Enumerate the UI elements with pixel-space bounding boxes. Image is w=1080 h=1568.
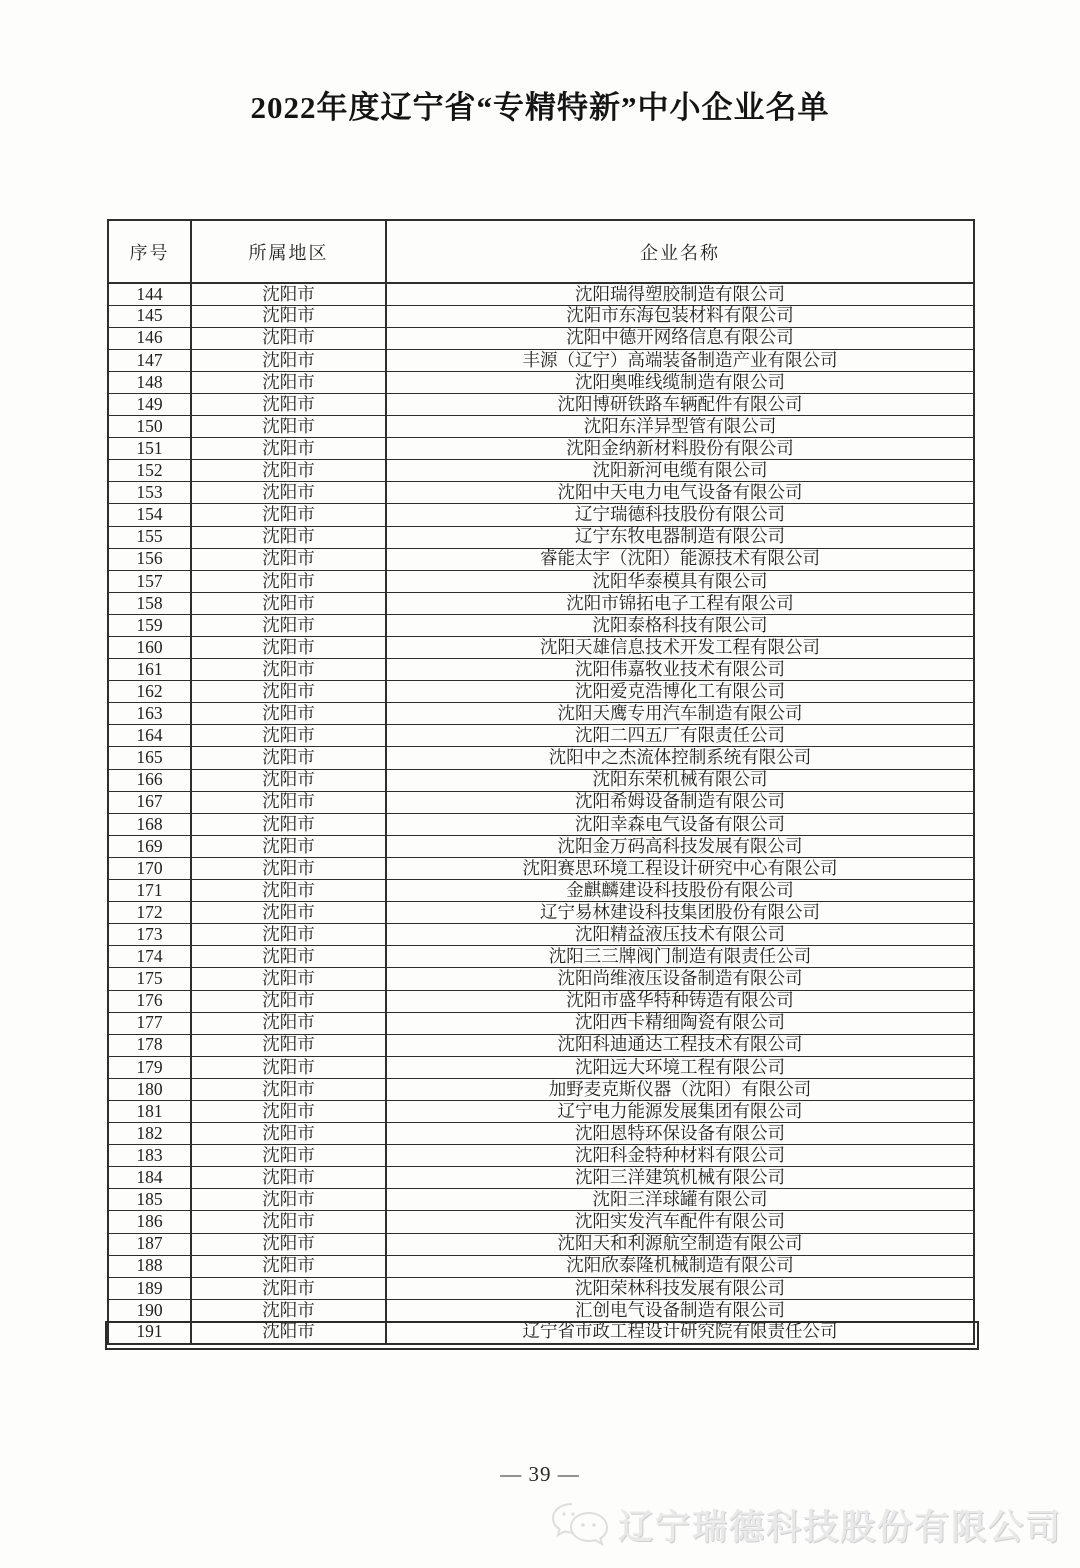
page-title: 2022年度辽宁省“专精特新”中小企业名单 xyxy=(250,90,830,125)
cell-index: 174 xyxy=(108,946,191,968)
cell-company: 沈阳市东海包装材料有限公司 xyxy=(386,305,974,327)
table-row xyxy=(108,349,974,371)
cell-company: 沈阳欣泰隆机械制造有限公司 xyxy=(386,1255,974,1277)
table-row xyxy=(108,371,974,393)
cell-company: 汇创电气设备制造有限公司 xyxy=(386,1299,974,1321)
cell-company: 沈阳泰格科技有限公司 xyxy=(386,614,974,636)
cell-company: 沈阳中之杰流体控制系统有限公司 xyxy=(386,747,974,769)
table-row xyxy=(108,924,974,946)
cell-index: 159 xyxy=(108,614,191,636)
cell-company: 沈阳新河电缆有限公司 xyxy=(386,460,974,482)
table-row xyxy=(108,681,974,703)
table-row xyxy=(108,1145,974,1167)
page-number: — 39 — xyxy=(500,1462,580,1486)
cell-company: 沈阳荣林科技发展有限公司 xyxy=(386,1277,974,1299)
cell-index: 183 xyxy=(108,1145,191,1167)
chat-bubbles-icon xyxy=(548,1500,610,1550)
cell-region: 沈阳市 xyxy=(191,835,386,857)
cell-region: 沈阳市 xyxy=(191,504,386,526)
cell-index: 173 xyxy=(108,924,191,946)
cell-region: 沈阳市 xyxy=(191,526,386,548)
cell-region: 沈阳市 xyxy=(191,1034,386,1056)
cell-region: 沈阳市 xyxy=(191,681,386,703)
cell-company: 沈阳三洋建筑机械有限公司 xyxy=(386,1167,974,1189)
cell-company: 沈阳天和利源航空制造有限公司 xyxy=(386,1233,974,1255)
cell-index: 179 xyxy=(108,1056,191,1078)
cell-region: 沈阳市 xyxy=(191,769,386,791)
table-row xyxy=(108,1056,974,1078)
table-row xyxy=(108,1100,974,1122)
table-row xyxy=(108,1189,974,1211)
table-row xyxy=(108,614,974,636)
cell-region: 沈阳市 xyxy=(191,813,386,835)
cell-company: 沈阳奥唯线缆制造有限公司 xyxy=(386,371,974,393)
cell-region: 沈阳市 xyxy=(191,570,386,592)
table-row xyxy=(108,1321,974,1343)
cell-region: 沈阳市 xyxy=(191,1167,386,1189)
cell-region: 沈阳市 xyxy=(191,637,386,659)
table-row xyxy=(108,1012,974,1034)
cell-company: 沈阳中天电力电气设备有限公司 xyxy=(386,482,974,504)
cell-index: 148 xyxy=(108,371,191,393)
cell-company: 睿能太宇（沈阳）能源技术有限公司 xyxy=(386,548,974,570)
cell-index: 161 xyxy=(108,659,191,681)
table-row xyxy=(108,637,974,659)
cell-index: 150 xyxy=(108,416,191,438)
cell-index: 156 xyxy=(108,548,191,570)
cell-company: 沈阳金纳新材料股份有限公司 xyxy=(386,438,974,460)
cell-index: 181 xyxy=(108,1100,191,1122)
table-row xyxy=(108,968,974,990)
table-row xyxy=(108,393,974,415)
table-row xyxy=(108,526,974,548)
cell-region: 沈阳市 xyxy=(191,1321,386,1343)
cell-region: 沈阳市 xyxy=(191,1277,386,1299)
cell-company: 沈阳二四五厂有限责任公司 xyxy=(386,725,974,747)
table-row xyxy=(108,327,974,349)
cell-index: 166 xyxy=(108,769,191,791)
cell-index: 169 xyxy=(108,835,191,857)
table-row xyxy=(108,659,974,681)
cell-region: 沈阳市 xyxy=(191,1100,386,1122)
cell-index: 190 xyxy=(108,1299,191,1321)
watermark-text: 辽宁瑞德科技股份有限公司 xyxy=(617,1508,1062,1547)
table-row xyxy=(108,857,974,879)
document-page xyxy=(0,82,1080,1568)
company-table-wrap xyxy=(107,219,973,1345)
table-row xyxy=(108,460,974,482)
cell-region: 沈阳市 xyxy=(191,946,386,968)
table-row xyxy=(108,1034,974,1056)
cell-index: 152 xyxy=(108,460,191,482)
cell-index: 189 xyxy=(108,1277,191,1299)
cell-index: 165 xyxy=(108,747,191,769)
cell-company: 沈阳科金特种材料有限公司 xyxy=(386,1145,974,1167)
table-row xyxy=(108,482,974,504)
cell-index: 149 xyxy=(108,393,191,415)
cell-company: 沈阳西卡精细陶瓷有限公司 xyxy=(386,1012,974,1034)
cell-company: 沈阳博研铁路车辆配件有限公司 xyxy=(386,393,974,415)
table-row xyxy=(108,813,974,835)
cell-region: 沈阳市 xyxy=(191,283,386,305)
cell-region: 沈阳市 xyxy=(191,482,386,504)
table-row xyxy=(108,1167,974,1189)
col-header-index: 序号 xyxy=(108,220,191,283)
cell-region: 沈阳市 xyxy=(191,1299,386,1321)
table-row xyxy=(108,1123,974,1145)
cell-company: 沈阳市锦拓电子工程有限公司 xyxy=(386,592,974,614)
cell-index: 163 xyxy=(108,703,191,725)
cell-index: 145 xyxy=(108,305,191,327)
cell-company: 沈阳恩特环保设备有限公司 xyxy=(386,1123,974,1145)
table-row xyxy=(108,416,974,438)
cell-company: 沈阳天雄信息技术开发工程有限公司 xyxy=(386,637,974,659)
table-row xyxy=(108,1233,974,1255)
cell-index: 175 xyxy=(108,968,191,990)
cell-company: 沈阳华泰模具有限公司 xyxy=(386,570,974,592)
cell-region: 沈阳市 xyxy=(191,1012,386,1034)
cell-company: 金麒麟建设科技股份有限公司 xyxy=(386,880,974,902)
cell-index: 168 xyxy=(108,813,191,835)
cell-region: 沈阳市 xyxy=(191,880,386,902)
cell-region: 沈阳市 xyxy=(191,1078,386,1100)
cell-region: 沈阳市 xyxy=(191,438,386,460)
cell-company: 沈阳赛思环境工程设计研究中心有限公司 xyxy=(386,857,974,879)
cell-company: 沈阳科迪通达工程技术有限公司 xyxy=(386,1034,974,1056)
table-row xyxy=(108,592,974,614)
table-row xyxy=(108,791,974,813)
cell-company: 沈阳尚维液压设备制造有限公司 xyxy=(386,968,974,990)
table-header-row xyxy=(108,220,974,283)
cell-region: 沈阳市 xyxy=(191,460,386,482)
cell-region: 沈阳市 xyxy=(191,659,386,681)
cell-company: 沈阳天鹰专用汽车制造有限公司 xyxy=(386,703,974,725)
cell-index: 162 xyxy=(108,681,191,703)
cell-region: 沈阳市 xyxy=(191,1211,386,1233)
cell-index: 144 xyxy=(108,283,191,305)
cell-index: 167 xyxy=(108,791,191,813)
cell-index: 158 xyxy=(108,592,191,614)
table-row xyxy=(108,504,974,526)
cell-index: 188 xyxy=(108,1255,191,1277)
cell-company: 沈阳金万码高科技发展有限公司 xyxy=(386,835,974,857)
cell-index: 180 xyxy=(108,1078,191,1100)
cell-index: 155 xyxy=(108,526,191,548)
cell-company: 沈阳市盛华特种铸造有限公司 xyxy=(386,990,974,1012)
watermark xyxy=(548,1500,1062,1550)
cell-region: 沈阳市 xyxy=(191,305,386,327)
cell-region: 沈阳市 xyxy=(191,1145,386,1167)
cell-region: 沈阳市 xyxy=(191,924,386,946)
col-header-region: 所属地区 xyxy=(191,220,386,283)
cell-region: 沈阳市 xyxy=(191,548,386,570)
table-row xyxy=(108,946,974,968)
cell-index: 147 xyxy=(108,349,191,371)
table-row xyxy=(108,1255,974,1277)
cell-company: 沈阳幸森电气设备有限公司 xyxy=(386,813,974,835)
cell-index: 164 xyxy=(108,725,191,747)
cell-region: 沈阳市 xyxy=(191,349,386,371)
cell-region: 沈阳市 xyxy=(191,1123,386,1145)
table-row xyxy=(108,283,974,305)
cell-index: 153 xyxy=(108,482,191,504)
table-row xyxy=(108,305,974,327)
cell-region: 沈阳市 xyxy=(191,857,386,879)
cell-index: 186 xyxy=(108,1211,191,1233)
cell-region: 沈阳市 xyxy=(191,1056,386,1078)
cell-index: 187 xyxy=(108,1233,191,1255)
cell-region: 沈阳市 xyxy=(191,791,386,813)
cell-index: 154 xyxy=(108,504,191,526)
table-row xyxy=(108,880,974,902)
cell-index: 191 xyxy=(108,1321,191,1343)
cell-region: 沈阳市 xyxy=(191,371,386,393)
cell-index: 160 xyxy=(108,637,191,659)
table-row xyxy=(108,725,974,747)
cell-index: 184 xyxy=(108,1167,191,1189)
cell-company: 沈阳东荣机械有限公司 xyxy=(386,769,974,791)
table-row xyxy=(108,1299,974,1321)
cell-index: 182 xyxy=(108,1123,191,1145)
table-row xyxy=(108,1078,974,1100)
table-row xyxy=(108,902,974,924)
cell-region: 沈阳市 xyxy=(191,416,386,438)
cell-company: 沈阳三洋球罐有限公司 xyxy=(386,1189,974,1211)
cell-company: 辽宁东牧电器制造有限公司 xyxy=(386,526,974,548)
table-row xyxy=(108,1211,974,1233)
table-row xyxy=(108,438,974,460)
cell-index: 172 xyxy=(108,902,191,924)
cell-company: 沈阳希姆设备制造有限公司 xyxy=(386,791,974,813)
cell-company: 辽宁易林建设科技集团股份有限公司 xyxy=(386,902,974,924)
cell-region: 沈阳市 xyxy=(191,614,386,636)
cell-region: 沈阳市 xyxy=(191,1189,386,1211)
table-row xyxy=(108,990,974,1012)
cell-region: 沈阳市 xyxy=(191,968,386,990)
cell-company: 辽宁瑞德科技股份有限公司 xyxy=(386,504,974,526)
cell-company: 沈阳远大环境工程有限公司 xyxy=(386,1056,974,1078)
cell-company: 沈阳实发汽车配件有限公司 xyxy=(386,1211,974,1233)
cell-company: 辽宁省市政工程设计研究院有限责任公司 xyxy=(386,1321,974,1343)
table-row xyxy=(108,747,974,769)
cell-company: 沈阳瑞得塑胶制造有限公司 xyxy=(386,283,974,305)
cell-company: 加野麦克斯仪器（沈阳）有限公司 xyxy=(386,1078,974,1100)
cell-region: 沈阳市 xyxy=(191,725,386,747)
cell-index: 151 xyxy=(108,438,191,460)
cell-company: 丰源（辽宁）高端装备制造产业有限公司 xyxy=(386,349,974,371)
cell-index: 176 xyxy=(108,990,191,1012)
cell-index: 178 xyxy=(108,1034,191,1056)
table-row xyxy=(108,835,974,857)
cell-region: 沈阳市 xyxy=(191,902,386,924)
col-header-company: 企业名称 xyxy=(386,220,974,283)
cell-company: 沈阳爱克浩博化工有限公司 xyxy=(386,681,974,703)
cell-index: 171 xyxy=(108,880,191,902)
cell-company: 沈阳三三牌阀门制造有限责任公司 xyxy=(386,946,974,968)
cell-company: 沈阳伟嘉牧业技术有限公司 xyxy=(386,659,974,681)
cell-company: 沈阳精益液压技术有限公司 xyxy=(386,924,974,946)
cell-region: 沈阳市 xyxy=(191,703,386,725)
cell-index: 177 xyxy=(108,1012,191,1034)
table-row xyxy=(108,703,974,725)
table-row xyxy=(108,1277,974,1299)
cell-company: 辽宁电力能源发展集团有限公司 xyxy=(386,1100,974,1122)
cell-index: 170 xyxy=(108,857,191,879)
cell-region: 沈阳市 xyxy=(191,990,386,1012)
cell-index: 146 xyxy=(108,327,191,349)
cell-region: 沈阳市 xyxy=(191,1255,386,1277)
table-row xyxy=(108,769,974,791)
cell-index: 157 xyxy=(108,570,191,592)
company-table xyxy=(107,219,975,1345)
table-row xyxy=(108,548,974,570)
cell-region: 沈阳市 xyxy=(191,393,386,415)
cell-index: 185 xyxy=(108,1189,191,1211)
cell-region: 沈阳市 xyxy=(191,592,386,614)
cell-region: 沈阳市 xyxy=(191,747,386,769)
cell-region: 沈阳市 xyxy=(191,1233,386,1255)
cell-company: 沈阳中德开网络信息有限公司 xyxy=(386,327,974,349)
cell-company: 沈阳东洋异型管有限公司 xyxy=(386,416,974,438)
cell-region: 沈阳市 xyxy=(191,327,386,349)
table-row xyxy=(108,570,974,592)
